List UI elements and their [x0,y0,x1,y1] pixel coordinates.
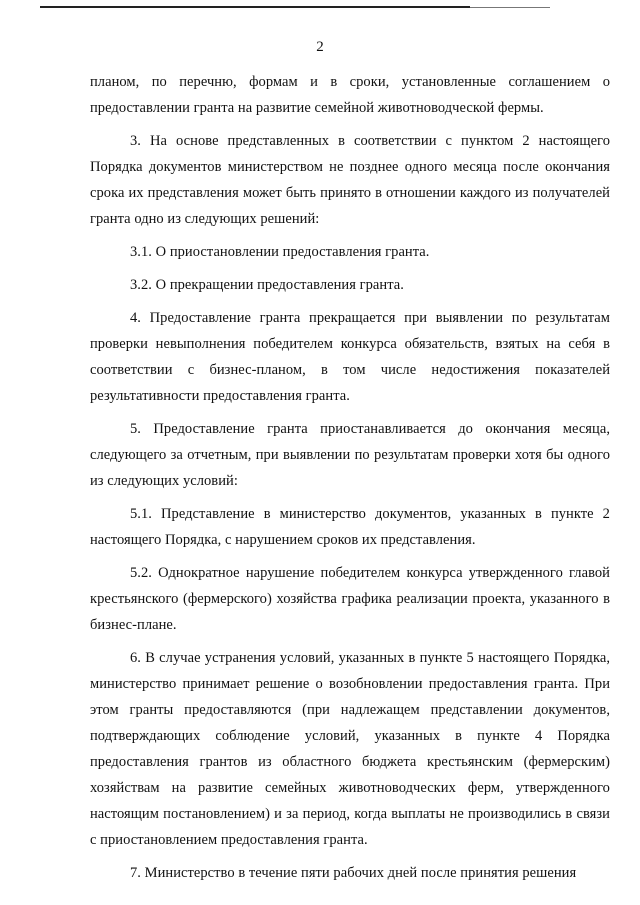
paragraph-5-2: 5.2. Однократное нарушение победителем конкурса утвержденного главой крестьянского (фермерского) хозяйства графика реализации проекта, указанного в бизнес-плане. [90,565,610,633]
paragraph-continuation: планом, по перечню, формам и в сроки, установленные соглашением о предоставлении гранта на развитие семейной животноводческой фермы. [90,74,610,116]
paragraph-4: 4. Предоставление гранта прекращается при выявлении по результатам проверки невыполнения победителем конкурса обязательств, взятых на себя в соответствии с бизнес-планом, в том числе недостижения показателей результативности предоставления гранта. [90,310,610,404]
document-body [90,69,610,886]
top-border-line-faint [470,7,550,8]
page-number: 2 [316,39,324,55]
paragraph-5: 5. Предоставление гранта приостанавливается до окончания месяца, следующего за отчетным, при выявлении по результатам проверки хотя бы одного из следующих условий: [90,421,610,489]
paragraph-3-1: 3.1. О приостановлении предоставления гранта. [130,244,430,260]
paragraph-5-1: 5.1. Представление в министерство документов, указанных в пункте 2 настоящего Порядка, с нарушением сроков их представления. [90,506,610,548]
paragraph-3: 3. На основе представленных в соответствии с пунктом 2 настоящего Порядка документов министерством не позднее одного месяца после окончания срока их представления может быть принято в отношении каждого из получателей гранта одно из следующих решений: [90,133,610,227]
top-border-line [40,6,470,8]
paragraph-3-2: 3.2. О прекращении предоставления гранта. [130,277,404,293]
paragraph-6: 6. В случае устранения условий, указанных в пункте 5 настоящего Порядка, министерство принимает решение о возобновлении предоставления гранта. При этом гранты предоставляются (при надлежащем представлении документов, подтверждающих соблюдение условий, указанных в пункте 4 Порядка предоставления грантов из областного бюджета крестьянским (фермерским) хозяйствам на развитие семейных животноводческих ферм, утвержденного настоящим постановлением) и за период, когда выплаты не производились в связи с приостановлением предоставления гранта. [90,650,610,848]
paragraph-7: 7. Министерство в течение пяти рабочих дней после принятия решения [130,865,577,881]
